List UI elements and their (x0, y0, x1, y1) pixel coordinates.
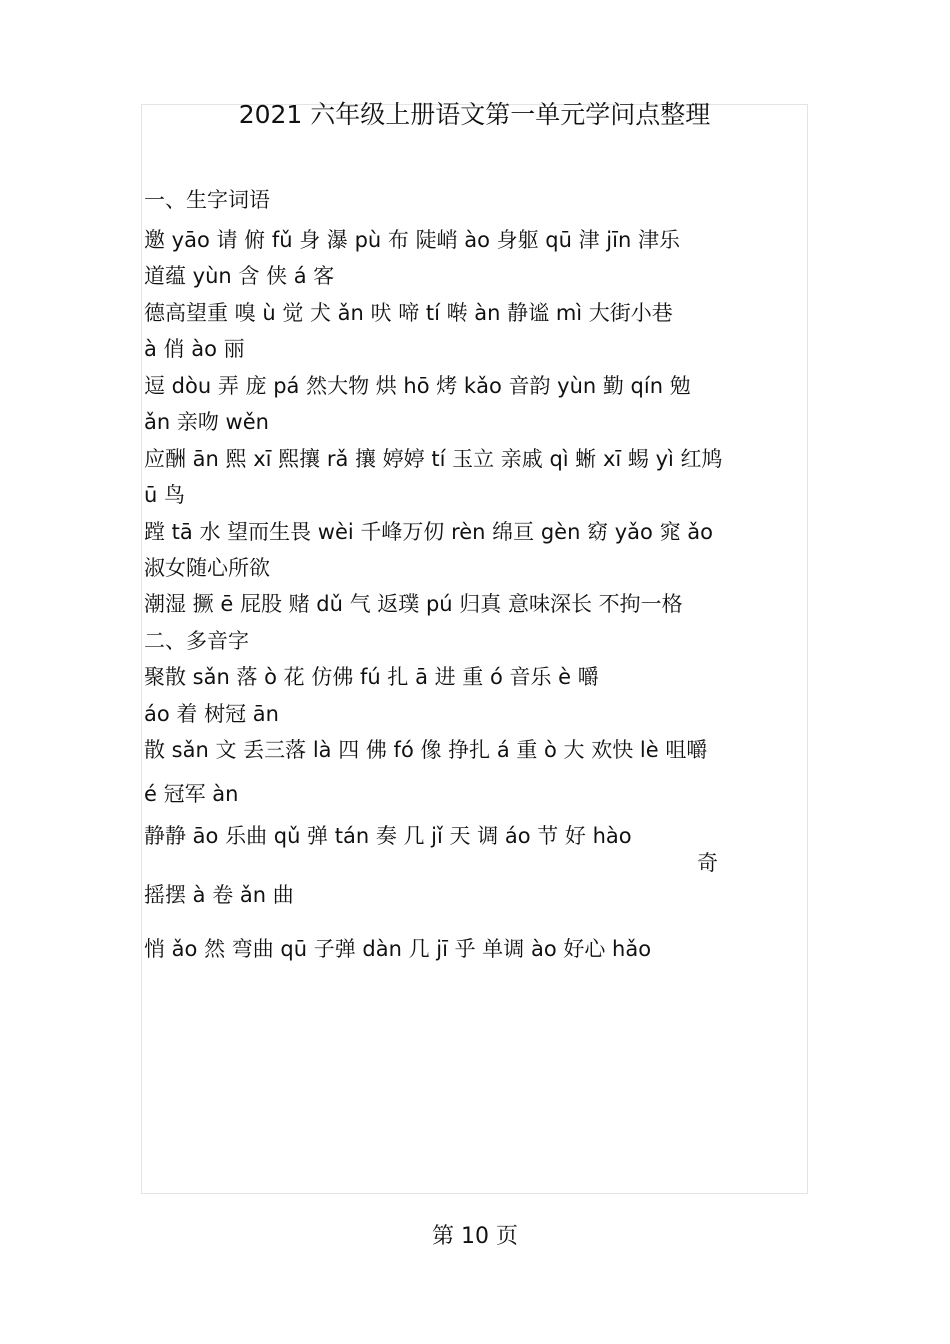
text-line: 静静 āo 乐曲 qǔ 弹 tán 奏 几 jǐ 天 调 áo 节 好 hào (144, 824, 632, 848)
text-line: 聚散 sǎn 落 ò 花 仿佛 fú 扎 ā 进 重 ó 音乐 è 嚼 (144, 665, 599, 689)
section-heading: 一、生字词语 (144, 188, 270, 212)
text-line: ū 鸟 (144, 483, 185, 507)
text-line: 邀 yāo 请 俯 fǔ 身 瀑 pù 布 陡峭 ào 身躯 qū 津 jīn 津乐 (144, 228, 680, 252)
text-line: 悄 ǎo 然 弯曲 qū 子弹 dàn 几 jī 乎 单调 ào 好心 hǎo (144, 937, 652, 961)
text-line: 潮湿 撅 ē 屁股 赌 dǔ 气 返璞 pú 归真 意味深长 不拘一格 (144, 592, 683, 616)
text-line: é 冠军 àn (144, 782, 239, 806)
text-line: 逗 dòu 弄 庞 pá 然大物 烘 hō 烤 kǎo 音韵 yùn 勤 qín 勉 (144, 374, 691, 398)
text-line: áo 着 树冠 ān (144, 702, 279, 726)
text-line: ǎn 亲吻 wěn (144, 410, 269, 434)
text-line: 摇摆 à 卷 ǎn 曲 (144, 883, 294, 907)
text-line: 应酬 ān 熙 xī 熙攘 rǎ 攘 婷婷 tí 玉立 亲戚 qì 蜥 xī 蜴 yì 红鸠 (144, 447, 723, 471)
text-line: 德高望重 嗅 ù 觉 犬 ǎn 吠 啼 tí 啭 àn 静谧 mì 大街小巷 (144, 301, 673, 325)
section-heading: 二、多音字 (144, 629, 249, 653)
page-number: 第 10 页 (432, 1224, 518, 1249)
text-line: 淑女随心所欲 (144, 556, 270, 580)
text-line: 奇 (697, 851, 718, 875)
text-line: 蹚 tā 水 望而生畏 wèi 千峰万仞 rèn 绵亘 gèn 窈 yǎo 窕 ǎo (144, 520, 713, 544)
document-title: 2021 六年级上册语文第一单元学问点整理 (238, 100, 711, 129)
text-line: à 俏 ào 丽 (144, 337, 245, 361)
text-line: 散 sǎn 文 丢三落 là 四 佛 fó 像 挣扎 á 重 ò 大 欢快 lè 咀嚼 (144, 738, 708, 762)
text-line: 道蕴 yùn 含 侠 á 客 (144, 264, 335, 288)
